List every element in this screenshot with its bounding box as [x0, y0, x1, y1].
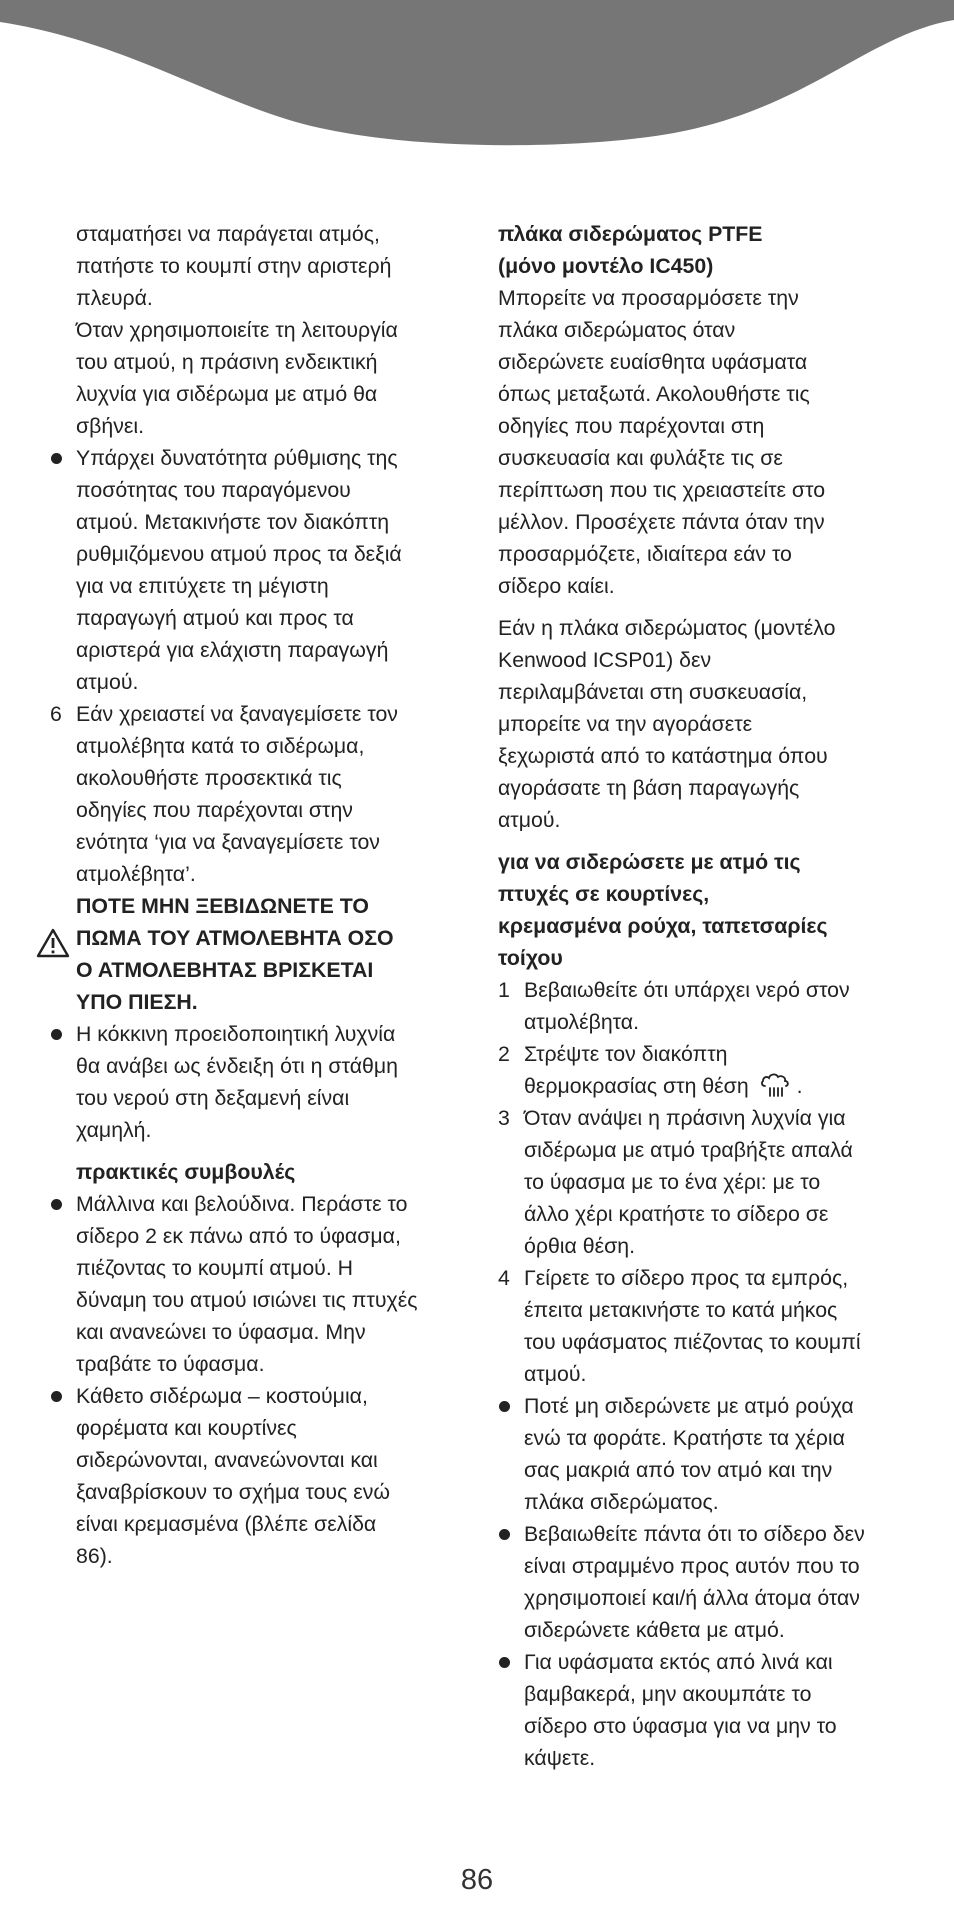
step-3: 3 Όταν ανάψει η πράσινη λυχνία για σιδέρωμα με ατμό τραβήξτε απαλά το ύφασμα με το ένα χέρι: με το άλλο χέρι κρατήστε το σίδερο σε όρθια θέση.: [498, 1102, 928, 1262]
paragraph-green-light: Όταν χρησιμοποιείτε τη λειτουργία του ατμού, η πράσινη ενδεικτική λυχνία για σιδέρωμα με ατμό θα σβήνει.: [76, 318, 398, 438]
bullet-fabrics: Για υφάσματα εκτός από λινά και βαμβακερά, μην ακουμπάτε το σίδερο στο ύφασμα για να μην το κάψετε.: [498, 1646, 928, 1774]
heading-ptfe-plate: πλάκα σιδερώματος PTFE (μόνο μοντέλο IC450): [498, 222, 763, 278]
bullet-dot: [499, 1401, 510, 1412]
tips-heading: πρακτικές συμβουλές: [76, 1160, 296, 1184]
step-6-refill: 6 Εάν χρειαστεί να ξαναγεμίσετε τον ατμολέβητα κατά το σιδέρωμα, ακολουθήστε προσεκτικά τις οδηγίες που παρέχονται στην ενότητα ‘για να ξαναγεμίσετε τον ατμολέβητα’.: [50, 698, 470, 890]
step-1: 1 Βεβαιωθείτε ότι υπάρχει νερό στον ατμολέβητα.: [498, 974, 928, 1038]
bullet-vertical-ironing: Κάθετο σιδέρωμα – κοστούμια, φορέματα και κουρτίνες σιδερώνονται, ανανεώνονται και ξαναβρίσκουν το σχήμα τους ενώ είναι κρεμασμένα (βλέπε σελίδα 86).: [50, 1380, 470, 1572]
left-column: [50, 218, 470, 1572]
step-number: 3: [498, 1106, 510, 1130]
step-number: 6: [50, 702, 62, 726]
step-number: 2: [498, 1042, 510, 1066]
paragraph-steam-stop: σταματήσει να παράγεται ατμός, πατήστε το κουμπί στην αριστερή πλευρά.: [76, 222, 392, 310]
heading-vertical-steam: για να σιδερώσετε με ατμό τις πτυχές σε κουρτίνες, κρεμασμένα ρούχα, ταπετσαρίες τοίχου: [498, 850, 828, 970]
bullet-direction: Βεβαιωθείτε πάντα ότι το σίδερο δεν είναι στραμμένο προς αυτόν που το χρησιμοποιεί και/ή άλλα άτομα όταν σιδερώνετε κάθετα με ατμό.: [498, 1518, 928, 1646]
steam-setting-icon: [759, 1072, 793, 1098]
warning-block: ΠΟΤΕ ΜΗΝ ΞΕΒΙΔΩΝΕΤΕ ΤΟ ΠΩΜΑ ΤΟΥ ΑΤΜΟΛΕΒΗΤΑ ΟΣΟ Ο ΑΤΜΟΛΕΒΗΤΑΣ ΒΡΙΣΚΕΤΑΙ ΥΠΟ ΠΙΕΣΗ.: [50, 890, 470, 1018]
bullet-dot: [51, 1029, 62, 1040]
page-number: 86: [460, 1864, 494, 1896]
header-decoration: [0, 0, 954, 160]
bullet-steam-adjust: Υπάρχει δυνατότητα ρύθμισης της ποσότητας του παραγόμενου ατμού. Μετακινήστε τον διακόπτη ρυθμιζόμενου ατμού προς τα δεξιά για να επιτύχετε τη μέγιστη παραγωγή ατμού και προς τα αριστερά για ελάχιστη παραγωγή ατμού.: [50, 442, 470, 698]
paragraph-plate-fit: Μπορείτε να προσαρμόσετε την πλάκα σιδερώματος όταν σιδερώνετε ευαίσθητα υφάσματα όπως μεταξωτά. Ακολουθήστε τις οδηγίες που παρέχονται στη συσκευασία και φυλάξτε τις σε περίπτωση που τις χρειαστείτε στο μέλλον. Προσέχετε πάντα όταν την προσαρμόζετε, ιδιαίτερα εάν το σίδερο καίει.: [498, 286, 826, 598]
bullet-red-light: Η κόκκινη προειδοποιητική λυχνία θα ανάβει ως ένδειξη ότι η στάθμη του νερού στη δεξαμενή είναι χαμηλή.: [50, 1018, 470, 1146]
warning-triangle-icon: [36, 928, 70, 958]
step-4: 4 Γείρετε το σίδερο προς τα εμπρός, έπειτα μετακινήστε το κατά μήκος του υφάσματος πιέζοντας το κουμπί ατμού.: [498, 1262, 928, 1390]
bullet-never-worn: Ποτέ μη σιδερώνετε με ατμό ρούχα ενώ τα φοράτε. Κρατήστε τα χέρια σας μακριά από τον ατμό και την πλάκα σιδερώματος.: [498, 1390, 928, 1518]
paragraph-plate-purchase: Εάν η πλάκα σιδερώματος (μοντέλο Kenwood ICSP01) δεν περιλαμβάνεται στη συσκευασία, μπορείτε να την αγοράσετε ξεχωριστά από το κατάστημα όπου αγοράσατε τη βάση παραγωγής ατμού.: [498, 616, 836, 832]
bullet-dot: [499, 1657, 510, 1668]
step-number: 4: [498, 1266, 510, 1290]
step-2: 2 Στρέψτε τον διακόπτη θερμοκρασίας στη θέση .: [498, 1038, 928, 1102]
bullet-dot: [499, 1529, 510, 1540]
bullet-wool-velvet: Μάλλινα και βελούδινα. Περάστε το σίδερο 2 εκ πάνω από το ύφασμα, πιέζοντας το κουμπί ατμού. Η δύναμη του ατμού ισιώνει τις πτυχές και ανανεώνει το ύφασμα. Μην τραβάτε το ύφασμα.: [50, 1188, 470, 1380]
step-number: 1: [498, 978, 510, 1002]
bullet-dot: [51, 453, 62, 464]
bullet-dot: [51, 1199, 62, 1210]
right-column: [498, 218, 928, 1774]
bullet-dot: [51, 1391, 62, 1402]
